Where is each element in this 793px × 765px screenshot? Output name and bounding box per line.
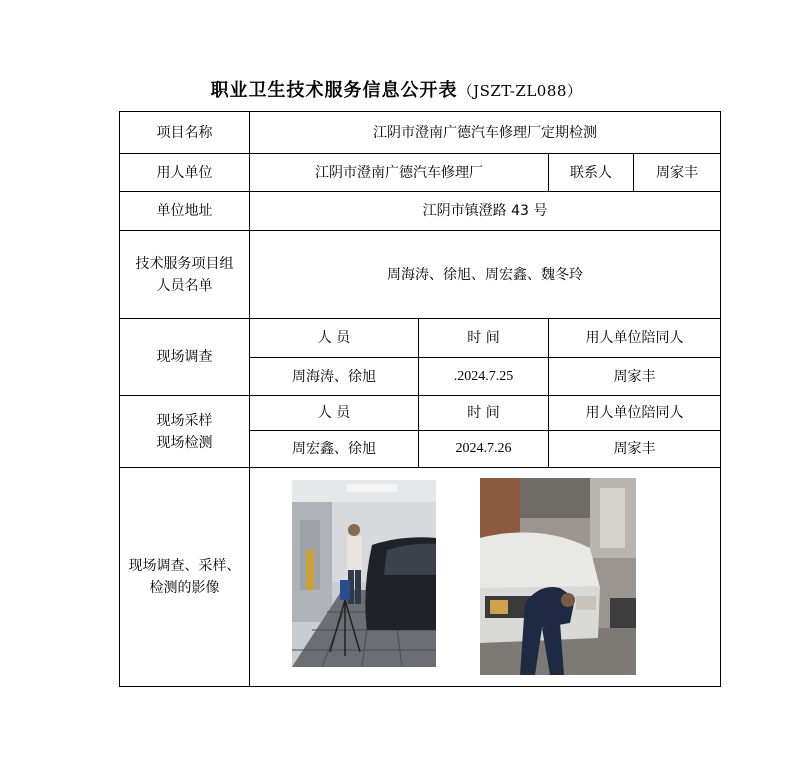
sampling-label-line2: 现场检测 [156, 434, 213, 451]
document-title [0, 76, 793, 102]
sampling-col-staff: 人 员 [250, 396, 419, 431]
photo-car-trunk [480, 478, 636, 675]
sampling-col-escort: 用人单位陪同人 [549, 396, 721, 431]
images-label [120, 468, 250, 687]
sampling-label [120, 396, 250, 468]
team-label [120, 231, 250, 319]
images-cell [250, 468, 721, 687]
images-label-line1: 现场调查、采样、 [128, 558, 241, 574]
address-label: 单位地址 [120, 192, 250, 231]
document-code: （JSZT-ZL088） [457, 82, 583, 100]
row-survey-header [120, 319, 721, 358]
row-employer [120, 154, 721, 192]
survey-col-staff: 人 员 [250, 319, 419, 358]
sampling-time: 2024.7.26 [419, 431, 549, 468]
sampling-escort: 周家丰 [549, 431, 721, 468]
row-images [120, 468, 721, 687]
row-project-name [120, 112, 721, 154]
survey-label: 现场调查 [120, 319, 250, 396]
address-value: 江阴市镇澄路 43 号 [250, 192, 721, 231]
team-label-line2: 人员名单 [156, 277, 213, 294]
survey-time: .2024.7.25 [419, 358, 549, 396]
photo-spray-booth [292, 480, 436, 667]
row-address [120, 192, 721, 231]
row-sampling-header [120, 396, 721, 431]
employer-value: 江阴市澄南广德汽车修理厂 [250, 154, 549, 192]
team-label-line1: 技术服务项目组 [135, 255, 234, 272]
photo-spray-booth-image [292, 480, 436, 667]
contact-value: 周家丰 [634, 154, 721, 192]
title-text: 职业卫生技术服务信息公开表 [210, 80, 458, 101]
survey-staff: 周海涛、徐旭 [250, 358, 419, 396]
survey-escort: 周家丰 [549, 358, 721, 396]
sampling-col-time: 时 间 [419, 396, 549, 431]
sampling-staff: 周宏鑫、徐旭 [250, 431, 419, 468]
team-value: 周海涛、徐旭、周宏鑫、魏冬玲 [250, 231, 721, 319]
project-name-label: 项目名称 [120, 112, 250, 154]
photos-container [250, 469, 720, 686]
survey-col-escort: 用人单位陪同人 [549, 319, 721, 358]
photo-car-trunk-image [480, 478, 636, 675]
project-name-value: 江阴市澄南广德汽车修理厂定期检测 [250, 112, 721, 154]
sampling-label-line1: 现场采样 [156, 412, 213, 429]
contact-label: 联系人 [549, 154, 634, 192]
info-table [119, 111, 721, 687]
survey-col-time: 时 间 [419, 319, 549, 358]
row-team [120, 231, 721, 319]
employer-label: 用人单位 [120, 154, 250, 192]
images-label-line2: 检测的影像 [149, 580, 220, 596]
